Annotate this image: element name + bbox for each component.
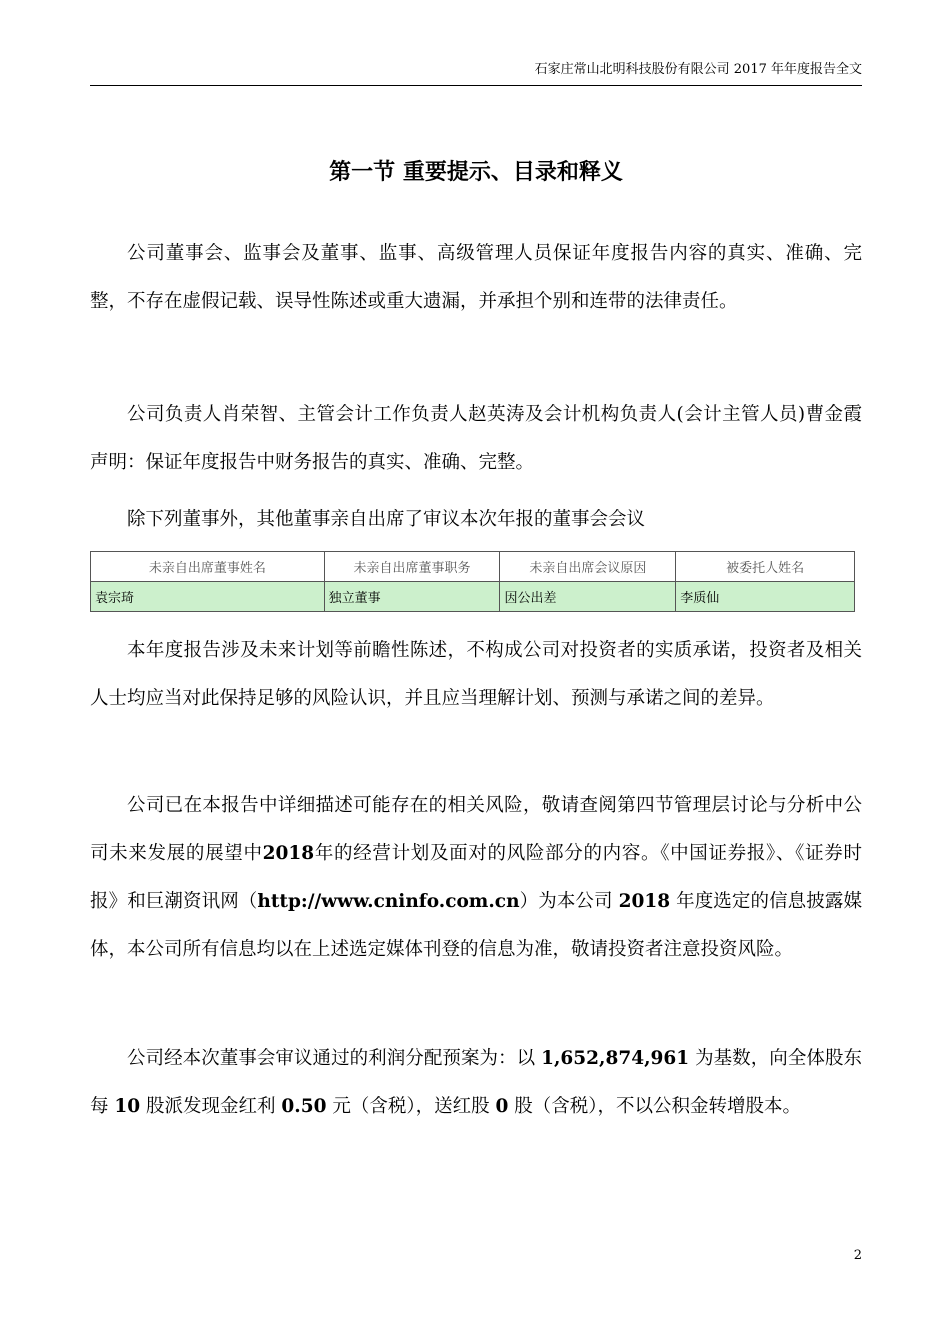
table-row: [91, 582, 855, 612]
page-number: 2: [853, 1248, 862, 1263]
table-cell: 因公出差: [500, 582, 676, 612]
section-title: 第一节 重要提示、目录和释义: [329, 159, 623, 185]
running-header: 石家庄常山北明科技股份有限公司 2017 年年度报告全文: [534, 62, 862, 77]
paragraph-dividend-plan: 公司经本次董事会审议通过的利润分配预案为：以 1,652,874,961 为基数，向全体股东每 10 股派发现金红利 0.50 元（含税），送红股 0 股（含税），不以公积金转增股本。: [90, 1048, 862, 1117]
paragraph-declaration: 公司负责人肖荣智、主管会计工作负责人赵英涛及会计机构负责人(会计主管人员)曹金霞声明：保证年度报告中财务报告的真实、准确、完整。: [90, 404, 862, 473]
table-header-row: [91, 552, 855, 582]
table-cell: 袁宗琦: [91, 582, 325, 612]
header-cell: 未亲自出席会议原因: [500, 552, 676, 582]
paragraph-risk-notice: 公司已在本报告中详细描述可能存在的相关风险，敬请查阅第四节管理层讨论与分析中公司未来发展的展望中2018年的经营计划及面对的风险部分的内容。《中国证券报》、《证券时报》和巨潮资讯网（http://www.cninfo.com.cn）为本公司 2018 年度选定的信息披露媒体，本公司所有信息均以在上述选定媒体刊登的信息为准，敬请投资者注意投资风险。: [90, 795, 862, 960]
table-cell: 独立董事: [324, 582, 500, 612]
paragraph-absent-directors: 除下列董事外，其他董事亲自出席了审议本次年报的董事会会议: [127, 509, 646, 530]
paragraph-responsibility: 公司董事会、监事会及董事、监事、高级管理人员保证年度报告内容的真实、准确、完整，不存在虚假记载、误导性陈述或重大遗漏，并承担个别和连带的法律责任。: [90, 243, 862, 312]
header-cell: 未亲自出席董事姓名: [91, 552, 325, 582]
header-cell: 被委托人姓名: [676, 552, 855, 582]
table-cell: 李质仙: [676, 582, 855, 612]
absent-directors-table: [90, 551, 855, 612]
header-rule: [90, 85, 862, 86]
paragraph-forward-looking: 本年度报告涉及未来计划等前瞻性陈述，不构成公司对投资者的实质承诺，投资者及相关人士均应当对此保持足够的风险认识，并且应当理解计划、预测与承诺之间的差异。: [90, 640, 862, 709]
header-cell: 未亲自出席董事职务: [324, 552, 500, 582]
